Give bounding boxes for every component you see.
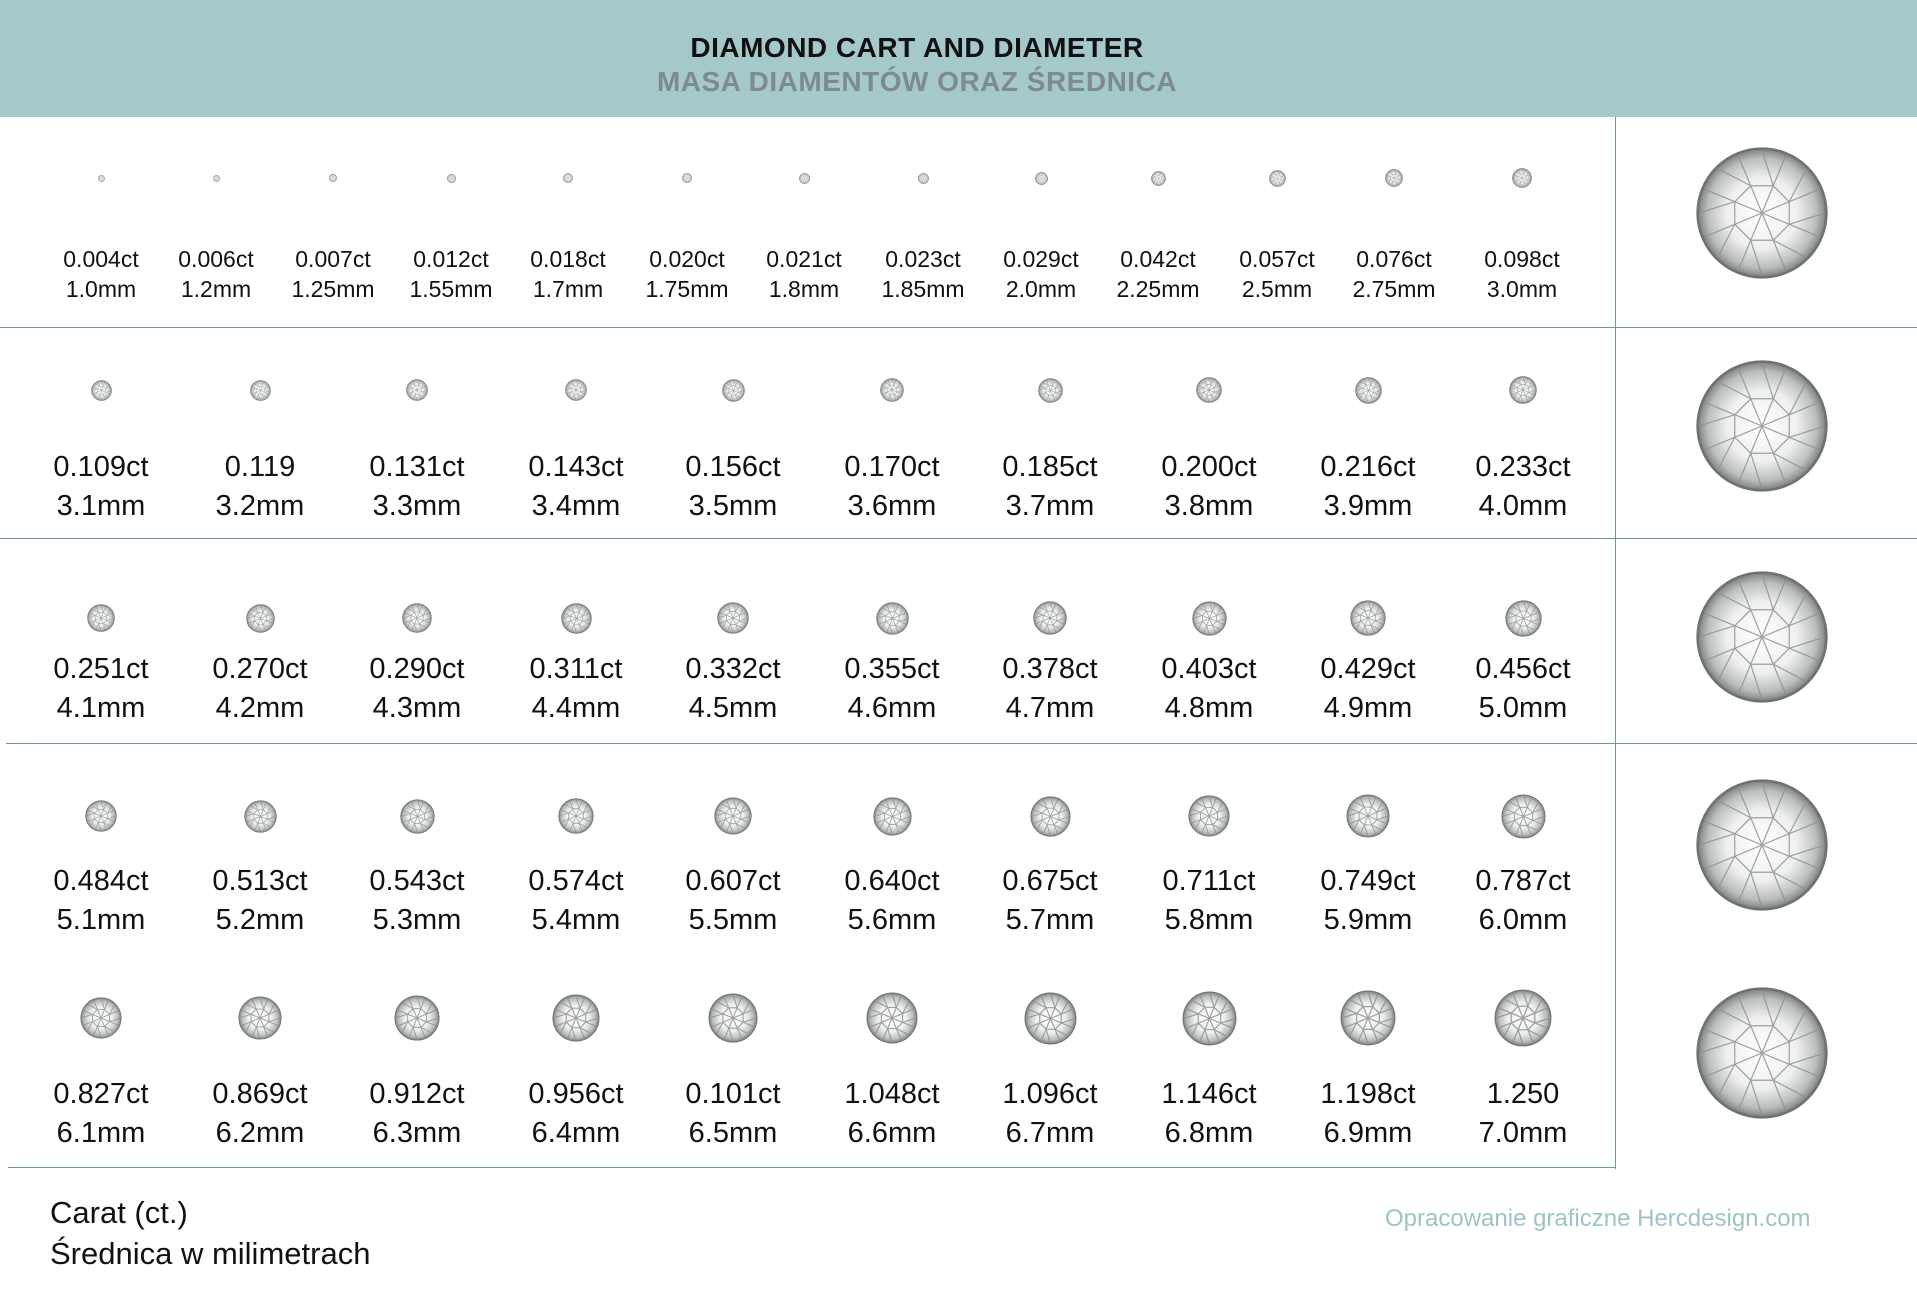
diameter-label: 6.2mm [215,1116,305,1149]
legend [50,1192,370,1274]
diamond-icon [873,797,912,836]
carat-label: 0.429ct [1320,653,1416,685]
diamond-icon [213,175,220,182]
diamond-icon [406,379,428,401]
diameter-label: 1.25mm [291,275,375,302]
carat-label: 0.355ct [844,653,940,685]
carat-label: 0.956ct [528,1078,624,1110]
diameter-label: 2.25mm [1116,275,1200,302]
diameter-label: 2.5mm [1241,275,1313,302]
diameter-label: 5.7mm [1005,903,1095,936]
large-diamond-icon [1695,778,1829,912]
diamond-icon [1350,600,1386,636]
diameter-label: 5.2mm [215,903,305,936]
diamond-icon [246,604,275,633]
carat-label: 0.827ct [53,1078,149,1110]
carat-label: 0.023ct [885,246,961,272]
diamond-icon [565,379,587,401]
diamond-icon [1182,991,1237,1046]
row-divider [6,743,1917,744]
diameter-label: 5.0mm [1478,691,1568,724]
large-diamond-icon [1695,986,1829,1120]
diamond-icon [880,378,904,402]
diameter-label: 3.4mm [531,489,621,522]
diamond-icon [80,997,122,1039]
header-banner [0,0,1917,117]
diameter-label: 4.4mm [531,691,621,724]
carat-label: 0.403ct [1161,653,1257,685]
diamond-icon [1192,601,1227,636]
diamond-icon [866,992,918,1044]
diamond-icon [250,380,271,401]
diameter-label: 3.9mm [1323,489,1413,522]
diamond-icon [1035,172,1048,185]
diameter-label: 7.0mm [1478,1116,1568,1149]
large-diamond-icon [1695,570,1829,704]
diameter-label: 2.75mm [1352,275,1436,302]
carat-label: 0.143ct [528,451,624,483]
carat-label: 0.332ct [685,653,781,685]
diameter-label: 1.75mm [645,275,729,302]
carat-label: 0.787ct [1475,865,1571,897]
diamond-icon [1151,171,1166,186]
carat-label: 1.198ct [1320,1078,1416,1110]
diamond-icon [918,173,929,184]
carat-label: 1.146ct [1161,1078,1257,1110]
diamond-icon [402,603,432,633]
chart-title: DIAMOND CART AND DIAMETER [690,32,1144,63]
diamond-icon [708,993,758,1043]
carat-label: 0.101ct [685,1078,781,1110]
carat-label: 0.607ct [685,865,781,897]
carat-label: 0.233ct [1475,451,1571,483]
carat-label: 0.711ct [1162,865,1256,897]
carat-label: 1.096ct [1002,1078,1098,1110]
diameter-label: 4.7mm [1005,691,1095,724]
diamond-icon [400,799,435,834]
carat-label: 0.311ct [529,653,623,685]
carat-label: 0.200ct [1161,451,1257,483]
diameter-label: 4.8mm [1164,691,1254,724]
diameter-label: 6.1mm [56,1116,146,1149]
credit-text: Opracowanie graficzne Hercdesign.com [1385,1205,1811,1232]
diameter-label: 1.8mm [768,275,840,302]
large-diamond-icon [1695,359,1829,493]
diamond-icon [1269,170,1286,187]
diamond-icon [329,174,337,182]
diamond-icon [1512,168,1532,188]
carat-label: 0.749ct [1320,865,1416,897]
diamond-icon [1355,377,1382,404]
diamond-icon [1024,992,1077,1045]
diameter-label: 6.5mm [688,1116,778,1149]
diameter-label: 6.4mm [531,1116,621,1149]
diameter-label: 6.9mm [1323,1116,1413,1149]
row-divider [0,538,1917,539]
diamond-icon [1030,796,1071,837]
carat-label: 0.640ct [844,865,940,897]
diameter-label: 6.7mm [1005,1116,1095,1149]
carat-label: 0.042ct [1120,246,1196,272]
diameter-label: 6.0mm [1478,903,1568,936]
carat-label: 0.156ct [685,451,781,483]
carat-label: 0.029ct [1003,246,1079,272]
diameter-label: 2.0mm [1005,275,1077,302]
legend-diameter: Średnica w milimetrach [50,1236,371,1272]
diameter-label: 4.2mm [215,691,305,724]
diamond-icon [1188,795,1230,837]
carat-label: 0.270ct [212,653,308,685]
diameter-label: 5.5mm [688,903,778,936]
carat-label: 0.098ct [1484,246,1560,272]
carat-label: 0.543ct [369,865,465,897]
diameter-label: 6.6mm [847,1116,937,1149]
diameter-label: 1.7mm [532,275,604,302]
diameter-label: 4.9mm [1323,691,1413,724]
carat-label: 0.004ct [63,246,139,272]
diamond-icon [552,994,600,1042]
diameter-label: 6.3mm [372,1116,462,1149]
diamond-icon [1494,989,1552,1047]
diamond-icon [1505,600,1542,637]
carat-label: 0.869ct [212,1078,308,1110]
diamond-icon [563,173,573,183]
diamond-icon [447,174,456,183]
diameter-label: 3.6mm [847,489,937,522]
carat-label: 1.048ct [844,1078,940,1110]
diamond-icon [1038,378,1063,403]
carat-label: 0.456ct [1475,653,1571,685]
carat-label: 0.012ct [413,246,489,272]
carat-label: 0.020ct [649,246,725,272]
diamond-icon [1385,169,1403,187]
carat-label: 0.018ct [530,246,606,272]
diamond-icon [876,602,909,635]
diamond-icon [717,602,749,634]
diamond-icon [85,800,117,832]
diameter-label: 4.5mm [688,691,778,724]
carat-label: 0.378ct [1002,653,1098,685]
diameter-label: 3.2mm [215,489,305,522]
diameter-label: 4.0mm [1478,489,1568,522]
diameter-label: 6.8mm [1164,1116,1254,1149]
diameter-label: 5.9mm [1323,903,1413,936]
diameter-label: 5.3mm [372,903,462,936]
diameter-label: 4.1mm [56,691,146,724]
diameter-label: 3.1mm [56,489,146,522]
carat-label: 0.912ct [369,1078,465,1110]
diamond-icon [91,380,112,401]
diameter-label: 4.3mm [372,691,462,724]
large-diamond-icon [1695,146,1829,280]
diamond-icon [561,603,592,634]
diamond-icon [1509,376,1537,404]
carat-label: 0.675ct [1002,865,1098,897]
diamond-icon [1346,794,1390,838]
diamond-icon [1033,601,1067,635]
chart-subtitle: MASA DIAMENTÓW ORAZ ŚREDNICA [656,66,1178,97]
row-divider [0,327,1917,328]
diameter-label: 3.5mm [688,489,778,522]
carat-label: 0.216ct [1320,451,1416,483]
carat-label: 0.021ct [766,246,842,272]
diamond-icon [1501,794,1546,839]
diameter-label: 1.55mm [409,275,493,302]
carat-label: 0.251ct [53,653,149,685]
diameter-label: 3.8mm [1164,489,1254,522]
carat-label: 0.076ct [1356,246,1432,272]
carat-label: 0.006ct [178,246,254,272]
carat-label: 0.057ct [1239,246,1315,272]
carat-label: 1.250 [1486,1078,1560,1110]
diamond-icon [244,800,277,833]
diamond-icon [1196,377,1222,403]
diameter-label: 1.0mm [65,275,137,302]
carat-label: 0.185ct [1002,451,1098,483]
diameter-label: 3.0mm [1486,275,1558,302]
column-divider [1615,117,1616,1169]
carat-label: 0.290ct [369,653,465,685]
legend-carat: Carat (ct.) [50,1195,188,1230]
diameter-label: 1.2mm [180,275,252,302]
diamond-icon [98,175,105,182]
carat-label: 0.119 [224,451,296,483]
diameter-label: 5.1mm [56,903,146,936]
diamond-icon [682,173,692,183]
diamond-icon [238,996,282,1040]
diamond-icon [1340,990,1396,1046]
carat-label: 0.574ct [528,865,624,897]
diamond-icon [722,379,745,402]
diamond-icon [394,995,440,1041]
carat-label: 0.131ct [369,451,465,483]
diameter-label: 5.6mm [847,903,937,936]
carat-label: 0.484ct [53,865,149,897]
diamond-icon [558,798,594,834]
row-divider [8,1167,1615,1168]
carat-label: 0.513ct [212,865,308,897]
carat-label: 0.109ct [53,451,149,483]
diameter-label: 5.8mm [1164,903,1254,936]
diameter-label: 5.4mm [531,903,621,936]
diamond-icon [799,173,810,184]
carat-label: 0.007ct [295,246,371,272]
diamond-icon [714,797,752,835]
carat-label: 0.170ct [844,451,940,483]
diameter-label: 3.7mm [1005,489,1095,522]
diameter-label: 1.85mm [881,275,965,302]
diameter-label: 3.3mm [372,489,462,522]
diamond-icon [87,604,115,632]
diameter-label: 4.6mm [847,691,937,724]
